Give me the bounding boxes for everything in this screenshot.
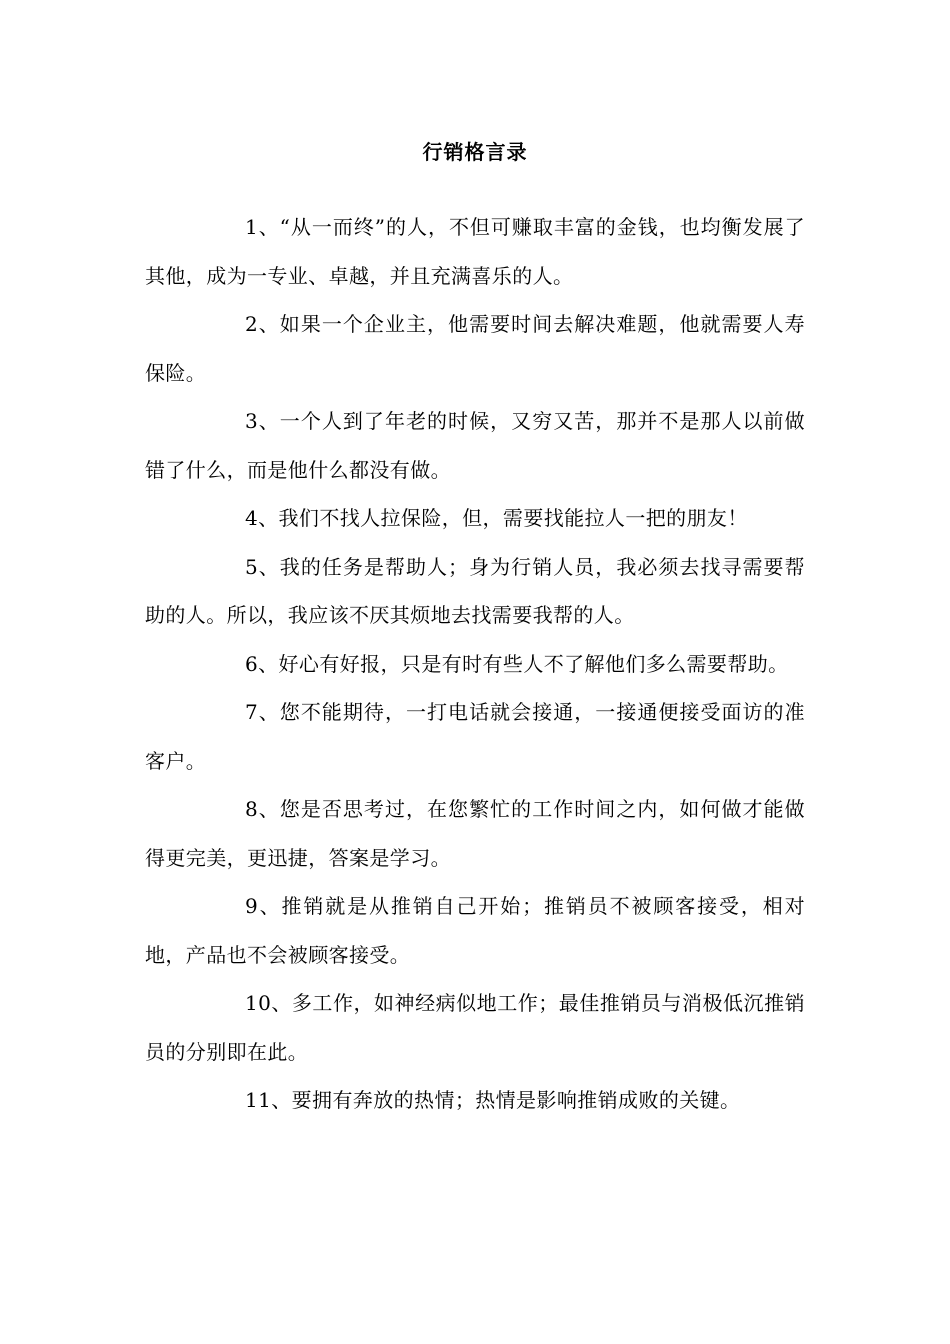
- paragraph-2: 2、如果一个企业主，他需要时间去解决难题，他就需要人寿保险。: [145, 312, 805, 385]
- paragraph-10: 10、多工作，如神经病似地工作；最佳推销员与消极低沉推销员的分别即在此。: [145, 991, 805, 1064]
- paragraph-7: 7、您不能期待，一打电话就会接通，一接通便接受面访的准客户。: [145, 700, 805, 773]
- paragraph-6: 6、好心有好报，只是有时有些人不了解他们多么需要帮助。: [245, 651, 789, 676]
- paragraph-11: 11、要拥有奔放的热情；热情是影响推销成败的关键。: [245, 1088, 741, 1112]
- paragraph-1: 1、“从一而终”的人，不但可赚取丰富的金钱，也均衡发展了其他，成为一专业、卓越，并且充满喜乐的人。: [145, 215, 805, 288]
- document-title: 行销格言录: [422, 140, 528, 164]
- document-body: [145, 203, 805, 1125]
- paragraph-4: 4、我们不找人拉保险，但，需要找能拉人一把的朋友！: [245, 506, 748, 530]
- paragraph-5: 5、我的任务是帮助人；身为行销人员，我必须去找寻需要帮助的人。所以，我应该不厌其烦地去找需要我帮的人。: [145, 554, 805, 627]
- paragraph-3: 3、一个人到了年老的时候，又穷又苦，那并不是那人以前做错了什么，而是他什么都没有做。: [145, 409, 805, 482]
- paragraph-9: 9、推销就是从推销自己开始；推销员不被顾客接受，相对地，产品也不会被顾客接受。: [145, 894, 805, 967]
- paragraph-8: 8、您是否思考过，在您繁忙的工作时间之内，如何做才能做得更完美，更迅捷，答案是学习。: [145, 797, 805, 870]
